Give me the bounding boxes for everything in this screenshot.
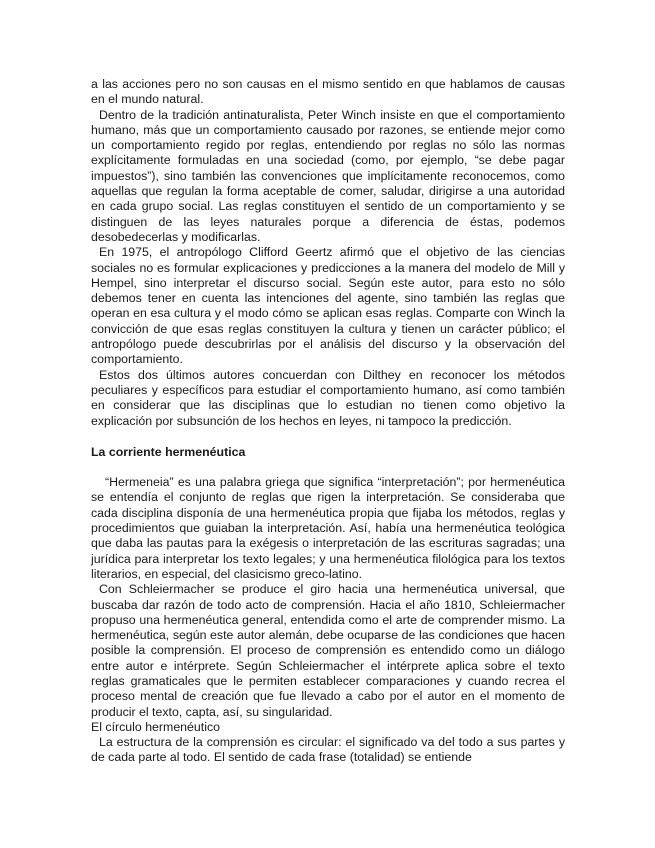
paragraph-schleiermacher: Con Schleiermacher se produce el giro hacia una hermenéutica universal, que buscaba dar razón de todo acto de comprensión. Hacia el año 1810, Schleiermacher propuso una hermenéutica general, entendida como el arte de comprender mismo. La hermenéutica, según este autor alemán, debe ocuparse de las condiciones que hacen posible la comprensión. El proceso de comprensión es entendido como un diálogo entre autor e intérprete. Según Schleiermacher el intérprete aplica sobre el texto reglas gramaticales que le permiten establecer comparaciones y cuando recrea el proceso mental de creación que fue llevado a cabo por el autor en el momento de producir el texto, capta, así, su singularidad. bbox=[91, 582, 565, 719]
paragraph-dilthey: Estos dos últimos autores concuerdan con Dilthey en reconocer los métodos peculiares y específicos para estudiar el comportamiento humano, así como también en considerar que las disciplinas que lo estudian no tienen como objetivo la explicación por subsunción de los hechos en leyes, ni tampoco la predicción. bbox=[91, 367, 565, 428]
paragraph-circulo: La estructura de la comprensión es circular: el significado va del todo a sus partes y de cada parte al todo. El sentido de cada frase (totalidad) se entiende bbox=[91, 735, 565, 765]
section-heading: La corriente hermenéutica bbox=[91, 444, 246, 459]
document-page bbox=[91, 77, 565, 766]
paragraph-hermeneia: “Hermeneia” es una palabra griega que significa “interpretación”; por hermenéutica se entendía el conjunto de reglas que rigen la interpretación. Se consideraba que cada disciplina disponía de una hermenéutica propia que fijaba los métodos, reglas y procedimientos que guiaban la interpretación. Así, había una hermenéutica teológica que daba las pautas para la exégesis o interpretación de las escrituras sagradas; una jurídica para interpretar los texto legales; y una hermenéutica filológica para los textos literarios, en especial, del clasicismo greco-latino. bbox=[91, 475, 565, 581]
paragraph-geertz: En 1975, el antropólogo Clifford Geertz afirmó que el objetivo de las ciencias sociales no es formular explicaciones y predicciones a la manera del modelo de Mill y Hempel, sino interpretar el discurso social. Según este autor, para esto no sólo debemos tener en cuenta las intenciones del agente, sino también las reglas que operan en esa cultura y el modo cómo se aplican esas reglas. Comparte con Winch la convicción de que esas reglas constituyen la cultura y tienen un carácter público; el antropólogo puede descubrirlas por el análisis del discurso y la observación del comportamiento. bbox=[91, 245, 565, 367]
paragraph-continuation: a las acciones pero no son causas en el mismo sentido en que hablamos de causas en el mundo natural. bbox=[91, 77, 565, 107]
subsection-heading: El círculo hermenéutico bbox=[91, 719, 220, 734]
paragraph-winch: Dentro de la tradición antinaturalista, Peter Winch insiste en que el comportamiento humano, más que un comportamiento causado por razones, se entiende mejor como un comportamiento regido por reglas, entendiendo por reglas no sólo las normas explícitamente formuladas en una sociedad (como, por ejemplo, “se debe pagar impuestos”), sino también las convenciones que implícitamente reconocemos, como aquellas que regulan la forma aceptable de comer, saludar, dirigirse a una autoridad en cada grupo social. Las reglas constituyen el sentido de un comportamiento y se distinguen de las leyes naturales porque a diferencia de éstas, podemos desobedecerlas y modificarlas. bbox=[91, 107, 565, 244]
